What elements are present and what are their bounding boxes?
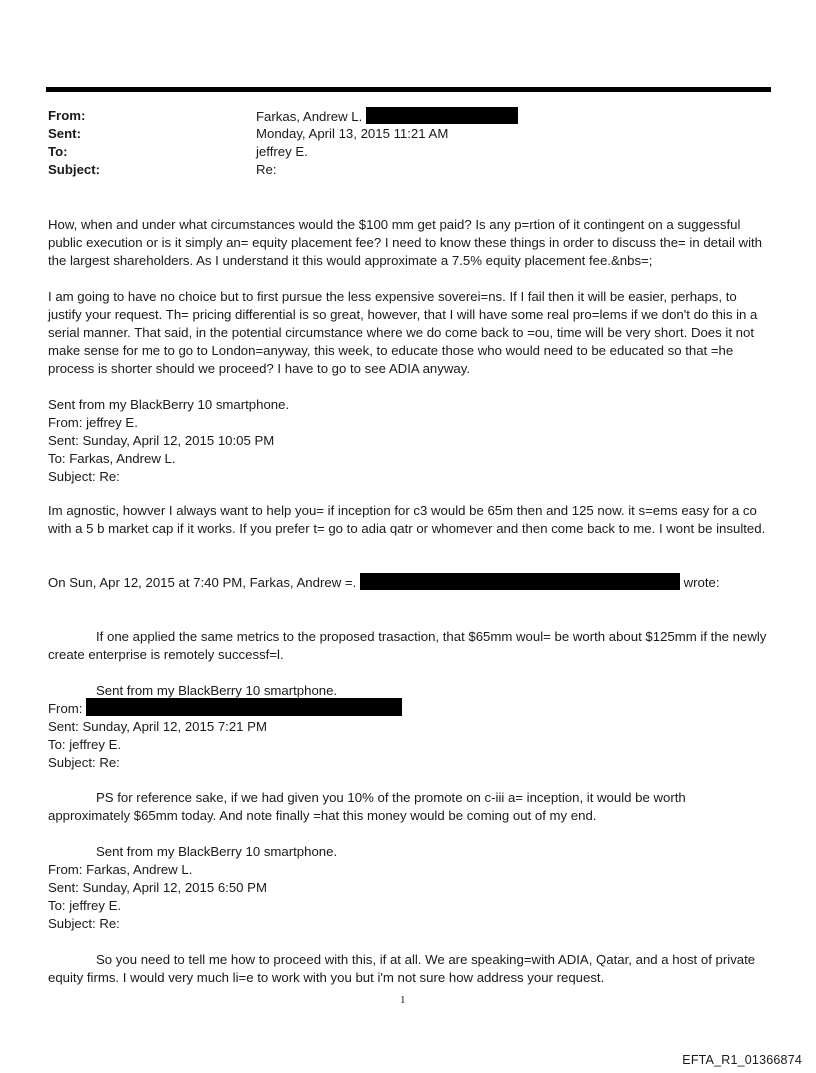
quoted-to: To: jeffrey E. [48, 737, 122, 752]
sent-from-line: Sent from my BlackBerry 10 smartphone. [48, 397, 290, 412]
on-wrote-prefix: On Sun, Apr 12, 2015 at 7:40 PM, Farkas, Andrew =. [48, 575, 357, 590]
redaction-box [366, 107, 518, 124]
to-label: To: [48, 144, 68, 159]
quoted-sent: Sent: Sunday, April 12, 2015 10:05 PM [48, 433, 275, 448]
header-rule [46, 87, 771, 92]
from-value [256, 107, 716, 126]
paragraph-6: So you need to tell me how to proceed with this, if at all. We are speaking=with ADIA, Qatar, and a host of private equity firms. I would very much li=e to work with you but i'm not sure how address your request. [48, 952, 756, 985]
quoted-subject: Subject: Re: [48, 916, 120, 931]
quoted-to: To: Farkas, Andrew L. [48, 451, 176, 466]
sent-from-line: Sent from my BlackBerry 10 smartphone. [96, 683, 338, 698]
redaction-box [86, 698, 402, 716]
quoted-from-label: From: [48, 701, 83, 716]
quoted-from [48, 700, 770, 718]
paragraph-1: How, when and under what circumstances would the $100 mm get paid? Is any p=rtion of it contingent on a suggessful public execution or is it simply an= equity placement fee? I need to know these things in order to discuss the= in detail with the largest shareholders. As I understand it this would approximate a 7.5% equity placement fee.&nbs=; [48, 217, 762, 268]
quoted-sent: Sent: Sunday, April 12, 2015 7:21 PM [48, 719, 267, 734]
quoted-to: To: jeffrey E. [48, 898, 122, 913]
document-id-footer: EFTA_R1_01366874 [682, 1053, 802, 1067]
sent-value: Monday, April 13, 2015 11:21 AM [256, 126, 449, 141]
on-wrote-line [48, 573, 770, 592]
quoted-header-1 [48, 396, 770, 486]
quoted-from: From: jeffrey E. [48, 415, 138, 430]
quoted-from: From: Farkas, Andrew L. [48, 862, 193, 877]
from-name: Farkas, Andrew L. [256, 109, 363, 124]
sent-label: Sent: [48, 126, 81, 141]
quoted-sent: Sent: Sunday, April 12, 2015 6:50 PM [48, 880, 267, 895]
redaction-box [360, 573, 680, 590]
sent-from-line: Sent from my BlackBerry 10 smartphone. [96, 844, 338, 859]
paragraph-3: Im agnostic, howver I always want to help you= if inception for c3 would be 65m then and 125 now. it s=ems easy for a co with a 5 b market cap if it works. If you prefer t= go to adia qatr or whomever and then come back to me. I wont be insulted. [48, 503, 766, 536]
quoted-subject: Subject: Re: [48, 755, 120, 770]
paragraph-4: If one applied the same metrics to the proposed trasaction, that $65mm woul= be worth about $125mm if the newly create enterprise is remotely successf=l. [48, 629, 767, 662]
on-wrote-suffix: wrote: [683, 575, 720, 590]
paragraph-5: PS for reference sake, if we had given you 10% of the promote on c-iii a= inception, it would be worth approximately $65mm today. And note finally =hat this money would be coming out of my end. [48, 790, 686, 823]
paragraph-2: I am going to have no choice but to first pursue the less expensive soverei=ns. If I fail then it will be easier, perhaps, to justify your request. Th= pricing differential is so great, however, that I will have some real pro=lems if we don't do this in a serial manner. That said, in the potential circumstance where we do come back to =ou, time will be very short. Does it not make sense for me to go to London=anyway, this week, to educate those who would need to be educated so that =he process is shorter should we proceed? I have to go to see ADIA anyway. [48, 289, 758, 376]
subject-label: Subject: [48, 162, 101, 177]
to-value: jeffrey E. [256, 144, 308, 159]
from-label: From: [48, 108, 86, 123]
subject-value: Re: [256, 162, 277, 177]
page-number: 1 [400, 994, 406, 1006]
quoted-header-3 [48, 843, 770, 933]
quoted-header-2 [48, 682, 770, 772]
quoted-subject: Subject: Re: [48, 469, 120, 484]
